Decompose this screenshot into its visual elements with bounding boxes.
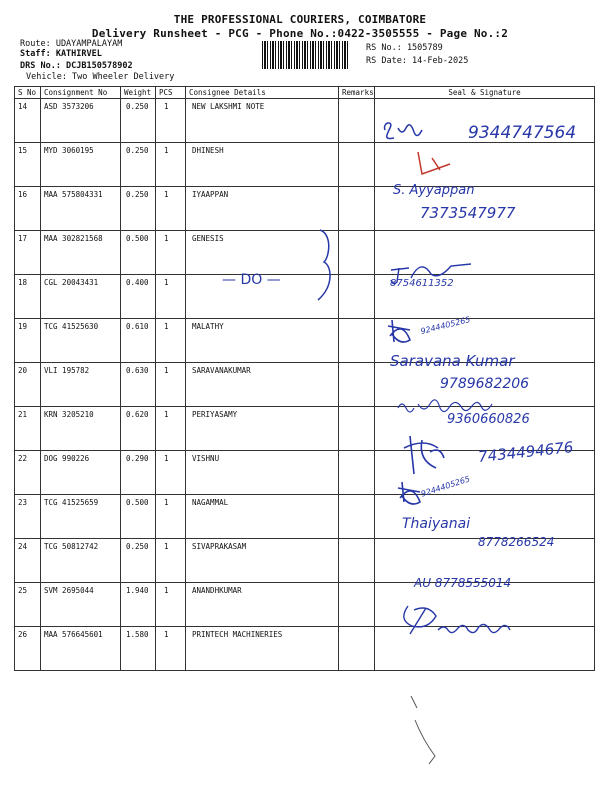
row-remarks [339,231,375,275]
bracket-scribble-row17-18 [312,226,342,304]
row-sno: 19 [15,319,41,363]
handwriting-row18-ditto: — DO — [222,272,281,288]
handwriting-row24-phone: 8778266524 [478,535,555,549]
row-pcs: 1 [156,187,186,231]
row-remarks [339,363,375,407]
row-sno: 16 [15,187,41,231]
drs-label: DRS No.: DCJB150578902 [20,61,133,71]
row-consignee: IYAAPPAN [186,187,339,231]
row-remarks [339,187,375,231]
handwriting-row19-phone: 9244405265 [419,314,472,337]
handwriting-row21-phone: 9360660826 [447,412,530,427]
row-remarks [339,539,375,583]
row-weight: 0.290 [121,451,156,495]
row-remarks [339,495,375,539]
row-weight: 0.250 [121,143,156,187]
row-consignee: SARAVANAKUMAR [186,363,339,407]
handwriting-row20-name: Saravana Kumar [390,352,515,370]
row-remarks [339,583,375,627]
table-header-row [15,87,595,99]
row-consignee: PRINTECH MACHINERIES [186,627,339,671]
signature-scribble-row15 [380,118,430,146]
col-sno: S No [15,87,41,99]
row-consignment: ASD 3573206 [41,99,121,143]
company-title: THE PROFESSIONAL COURIERS, COIMBATORE [173,13,427,26]
row-sno: 25 [15,583,41,627]
row-weight: 0.250 [121,187,156,231]
row-consignment: TCG 50812742 [41,539,121,583]
col-consignee: Consignee Details [186,87,339,99]
route-label: Route: UDAYAMPALAYAM [20,39,123,49]
signature-scribble-row22 [400,432,450,478]
handwriting-row20-phone: 9789682206 [440,376,530,392]
row-pcs: 1 [156,275,186,319]
row-weight: 1.580 [121,627,156,671]
row-weight: 0.500 [121,231,156,275]
row-weight: 0.250 [121,99,156,143]
row-remarks [339,319,375,363]
barcode [262,41,350,69]
row-weight: 0.250 [121,539,156,583]
row-pcs: 1 [156,319,186,363]
row-consignee: VISHNU [186,451,339,495]
row-sno: 21 [15,407,41,451]
row-consignee: ANANDHKUMAR [186,583,339,627]
row-consignee: NAGAMMAL [186,495,339,539]
col-weight: Weight [121,87,156,99]
row-consignment: MAA 302821568 [41,231,121,275]
runsheet-subtitle: Delivery Runsheet - PCG - Phone No.:0422-3505555 - Page No.:2 [91,27,509,40]
row-sno: 22 [15,451,41,495]
row-weight: 1.940 [121,583,156,627]
row-pcs: 1 [156,451,186,495]
col-remarks: Remarks [339,87,375,99]
row-consignment: CGL 20043431 [41,275,121,319]
row-consignee: DHINESH [186,143,339,187]
row-pcs: 1 [156,143,186,187]
vehicle-label: Vehicle: Two Wheeler Delivery [26,72,175,82]
table-row [15,143,595,187]
row-consignee: NEW LAKSHMI NOTE [186,99,339,143]
col-consignment: Consignment No [41,87,121,99]
row-consignee: GENESIS [186,231,339,275]
staff-label: Staff: KATHIRVEL [20,49,102,59]
handwriting-row15-phone: 9344747564 [468,123,577,143]
table-row [15,495,595,539]
table-row [15,231,595,275]
row-pcs: 1 [156,231,186,275]
seal-scribble-row19 [384,316,418,346]
row-weight: 0.610 [121,319,156,363]
row-pcs: 1 [156,495,186,539]
row-consignment: MAA 576645601 [41,627,121,671]
row-sno: 18 [15,275,41,319]
row-pcs: 1 [156,99,186,143]
row-consignee: SIVAPRAKASAM [186,539,339,583]
rs-no-label: RS No.: 1505789 [366,43,443,53]
handwriting-row23-phone: 9244405265 [419,474,472,499]
row-sno: 24 [15,539,41,583]
row-consignment: DOG 990226 [41,451,121,495]
col-signature: Seal & Signature [375,87,595,99]
row-remarks [339,407,375,451]
row-sno: 17 [15,231,41,275]
row-consignment: MAA 575804331 [41,187,121,231]
row-weight: 0.630 [121,363,156,407]
col-pcs: PCS [156,87,186,99]
row-sno: 14 [15,99,41,143]
row-weight: 0.620 [121,407,156,451]
row-weight: 0.400 [121,275,156,319]
row-pcs: 1 [156,539,186,583]
handwriting-row18-phone: 8754611352 [390,278,454,289]
row-consignee: PERIYASAMY [186,407,339,451]
signature-scribble-row26 [396,600,536,640]
row-consignment: TCG 41525659 [41,495,121,539]
stray-mark-bottom [405,690,445,770]
handwriting-row22-phone: 7434494676 [477,438,575,466]
table-row [15,275,595,319]
row-consignment: KRN 3205210 [41,407,121,451]
row-sno: 20 [15,363,41,407]
row-sno: 23 [15,495,41,539]
row-consignment: VLI 195782 [41,363,121,407]
row-pcs: 1 [156,627,186,671]
row-sno: 15 [15,143,41,187]
rs-date-label: RS Date: 14-Feb-2025 [366,56,469,66]
row-pcs: 1 [156,583,186,627]
row-consignment: TCG 41525630 [41,319,121,363]
row-remarks [339,275,375,319]
row-remarks [339,451,375,495]
handwriting-row16-name: S. Ayyappan [393,183,475,198]
row-pcs: 1 [156,363,186,407]
row-remarks [339,143,375,187]
tick-mark-row15 [410,148,460,178]
row-remarks [339,99,375,143]
row-consignee: MALATHY [186,319,339,363]
handwriting-row24-name: Thaiyanai [402,516,471,532]
row-consignment: MYD 3060195 [41,143,121,187]
row-remarks [339,627,375,671]
row-weight: 0.500 [121,495,156,539]
handwriting-row16-phone: 7373547977 [420,204,516,222]
row-pcs: 1 [156,407,186,451]
row-sno: 26 [15,627,41,671]
row-signature [375,143,595,187]
row-consignment: SVM 2695044 [41,583,121,627]
handwriting-row25-phone: AU 8778555014 [414,576,512,590]
